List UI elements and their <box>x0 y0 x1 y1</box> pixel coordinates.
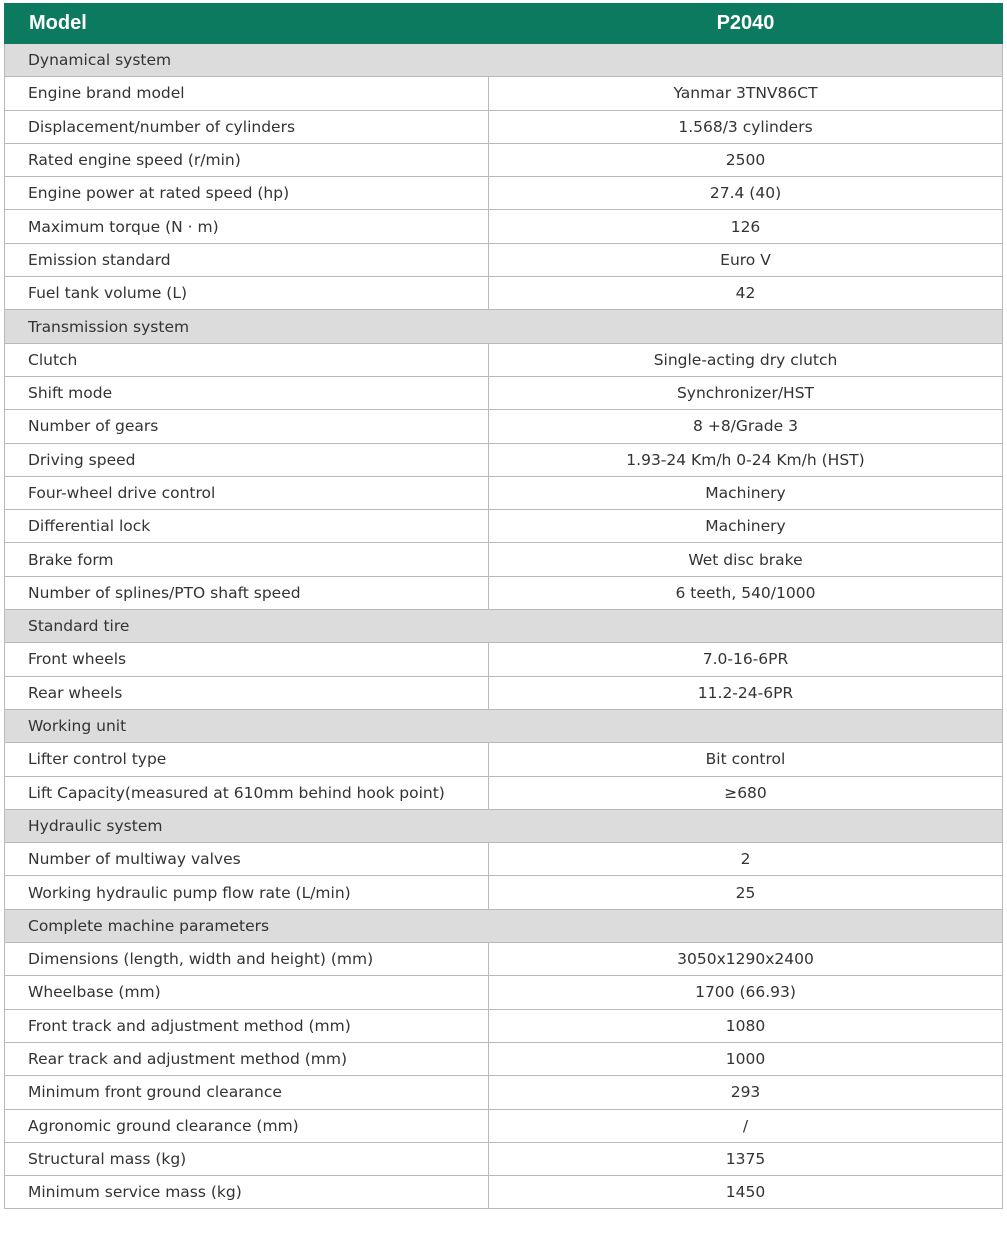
section-title: Hydraulic system <box>5 809 1003 842</box>
spec-label: Rated engine speed (r/min) <box>5 143 489 176</box>
spec-value: ≥680 <box>489 776 1003 809</box>
table-row <box>5 943 1003 976</box>
table-row <box>5 376 1003 409</box>
spec-label: Differential lock <box>5 510 489 543</box>
spec-value: 1375 <box>489 1142 1003 1175</box>
section-row <box>5 709 1003 742</box>
spec-label: Displacement/number of cylinders <box>5 110 489 143</box>
spec-value: 126 <box>489 210 1003 243</box>
spec-label: Front wheels <box>5 643 489 676</box>
section-title: Complete machine parameters <box>5 909 1003 942</box>
section-title: Working unit <box>5 709 1003 742</box>
spec-value: 1000 <box>489 1042 1003 1075</box>
spec-label: Shift mode <box>5 376 489 409</box>
section-row <box>5 909 1003 942</box>
table-row <box>5 177 1003 210</box>
spec-label: Lift Capacity(measured at 610mm behind hook point) <box>5 776 489 809</box>
table-row <box>5 343 1003 376</box>
spec-label: Fuel tank volume (L) <box>5 277 489 310</box>
table-row <box>5 1142 1003 1175</box>
spec-value: Yanmar 3TNV86CT <box>489 77 1003 110</box>
section-row <box>5 44 1003 77</box>
spec-label: Four-wheel drive control <box>5 476 489 509</box>
table-row <box>5 1009 1003 1042</box>
spec-value: 6 teeth, 540/1000 <box>489 576 1003 609</box>
table-row <box>5 410 1003 443</box>
spec-label: Number of gears <box>5 410 489 443</box>
section-title: Standard tire <box>5 610 1003 643</box>
spec-value: 293 <box>489 1076 1003 1109</box>
spec-value: Wet disc brake <box>489 543 1003 576</box>
spec-value: 7.0-16-6PR <box>489 643 1003 676</box>
spec-value: 1450 <box>489 1176 1003 1209</box>
table-row <box>5 543 1003 576</box>
spec-table <box>4 3 1003 1209</box>
model-label: Model <box>5 4 489 44</box>
spec-value: Euro V <box>489 243 1003 276</box>
spec-label: Rear track and adjustment method (mm) <box>5 1042 489 1075</box>
table-row <box>5 510 1003 543</box>
table-row <box>5 110 1003 143</box>
spec-value: 1700 (66.93) <box>489 976 1003 1009</box>
spec-value: Machinery <box>489 476 1003 509</box>
spec-label: Engine power at rated speed (hp) <box>5 177 489 210</box>
table-row <box>5 143 1003 176</box>
spec-value: Single-acting dry clutch <box>489 343 1003 376</box>
spec-label: Number of multiway valves <box>5 843 489 876</box>
spec-label: Lifter control type <box>5 743 489 776</box>
spec-label: Minimum service mass (kg) <box>5 1176 489 1209</box>
spec-label: Working hydraulic pump flow rate (L/min) <box>5 876 489 909</box>
spec-value: 1.568/3 cylinders <box>489 110 1003 143</box>
table-row <box>5 976 1003 1009</box>
table-row <box>5 243 1003 276</box>
spec-value: Bit control <box>489 743 1003 776</box>
table-row <box>5 776 1003 809</box>
spec-label: Dimensions (length, width and height) (mm) <box>5 943 489 976</box>
table-row <box>5 743 1003 776</box>
table-row <box>5 476 1003 509</box>
spec-value: 42 <box>489 277 1003 310</box>
spec-label: Agronomic ground clearance (mm) <box>5 1109 489 1142</box>
spec-value: Synchronizer/HST <box>489 376 1003 409</box>
table-row <box>5 676 1003 709</box>
spec-value: 11.2-24-6PR <box>489 676 1003 709</box>
table-row <box>5 210 1003 243</box>
spec-value: Machinery <box>489 510 1003 543</box>
table-row <box>5 843 1003 876</box>
spec-label: Driving speed <box>5 443 489 476</box>
table-row <box>5 876 1003 909</box>
table-row <box>5 77 1003 110</box>
table-row <box>5 643 1003 676</box>
table-row <box>5 1076 1003 1109</box>
table-row <box>5 277 1003 310</box>
spec-label: Front track and adjustment method (mm) <box>5 1009 489 1042</box>
table-row <box>5 1109 1003 1142</box>
table-row <box>5 443 1003 476</box>
spec-label: Number of splines/PTO shaft speed <box>5 576 489 609</box>
spec-value: 25 <box>489 876 1003 909</box>
section-title: Transmission system <box>5 310 1003 343</box>
table-row <box>5 1042 1003 1075</box>
spec-body <box>5 44 1003 1209</box>
spec-value: / <box>489 1109 1003 1142</box>
spec-label: Maximum torque (N · m) <box>5 210 489 243</box>
table-row <box>5 1176 1003 1209</box>
spec-label: Wheelbase (mm) <box>5 976 489 1009</box>
model-value: P2040 <box>489 4 1003 44</box>
table-header-row <box>5 4 1003 44</box>
spec-value: 2 <box>489 843 1003 876</box>
table-row <box>5 576 1003 609</box>
spec-label: Emission standard <box>5 243 489 276</box>
spec-label: Minimum front ground clearance <box>5 1076 489 1109</box>
spec-value: 1.93-24 Km/h 0-24 Km/h (HST) <box>489 443 1003 476</box>
section-row <box>5 809 1003 842</box>
spec-value: 3050x1290x2400 <box>489 943 1003 976</box>
spec-label: Clutch <box>5 343 489 376</box>
spec-value: 1080 <box>489 1009 1003 1042</box>
section-title: Dynamical system <box>5 44 1003 77</box>
section-row <box>5 310 1003 343</box>
spec-label: Engine brand model <box>5 77 489 110</box>
spec-label: Rear wheels <box>5 676 489 709</box>
spec-label: Brake form <box>5 543 489 576</box>
spec-value: 8 +8/Grade 3 <box>489 410 1003 443</box>
section-row <box>5 610 1003 643</box>
spec-value: 27.4 (40) <box>489 177 1003 210</box>
spec-value: 2500 <box>489 143 1003 176</box>
spec-label: Structural mass (kg) <box>5 1142 489 1175</box>
